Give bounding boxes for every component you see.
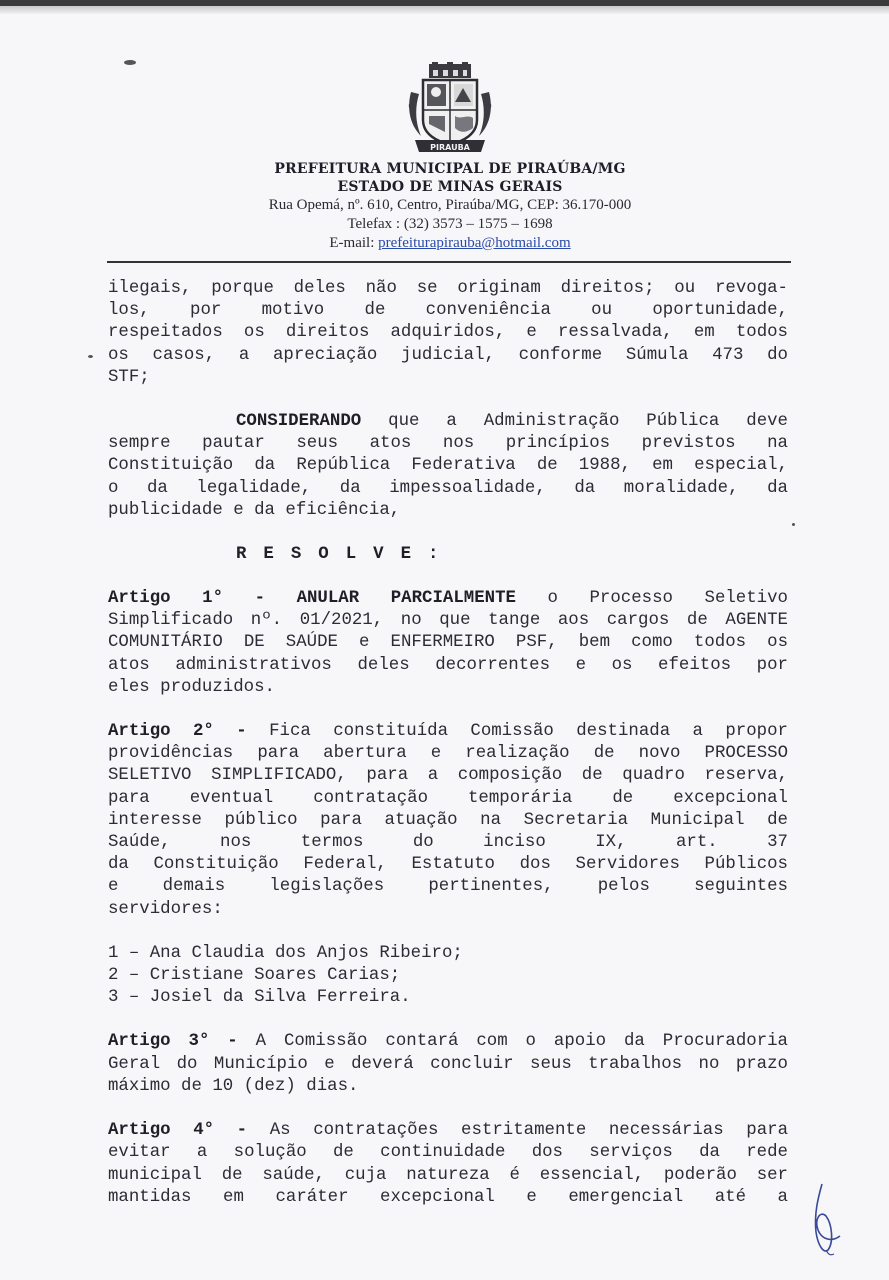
letterhead (200, 62, 700, 253)
municipal-crest-icon (405, 62, 495, 154)
article-1-action: ANULAR PARCIALMENTE (296, 589, 516, 609)
commission-members-list (108, 943, 788, 1010)
scan-top-shadow (0, 6, 889, 14)
article-3-label: Artigo 3° - (108, 1032, 238, 1052)
article-1 (108, 588, 788, 699)
article-4-text: As contratações estritamente necessárias para (269, 1121, 789, 1141)
list-item: 1 – Ana Claudia dos Anjos Ribeiro; (108, 943, 463, 963)
text-line (108, 1031, 788, 1053)
text-line: publicidade e da eficiência, (108, 500, 401, 520)
text-line: COMUNITÁRIO DE SAÚDE e ENFERMEIRO PSF, bem como todos os (108, 633, 788, 653)
list-item: 3 – Josiel da Silva Ferreira. (108, 988, 411, 1008)
text-line: servidores: (108, 899, 223, 919)
text-line: para eventual contratação temporária de excepcional (108, 788, 788, 808)
text-line: municipal de saúde, cuja natureza é essencial, poderão ser (108, 1165, 788, 1185)
state-name: ESTADO DE MINAS GERAIS (337, 179, 563, 195)
text-line: os casos, a apreciação judicial, conforme Súmula 473 do (108, 345, 788, 365)
article-3 (108, 1031, 788, 1098)
considerando-text: que a Administração Pública deve (388, 412, 788, 432)
list-item: 2 – Cristiane Soares Carias; (108, 966, 401, 986)
considerando-keyword: CONSIDERANDO (236, 412, 362, 432)
text-line: mantidas em caráter excepcional e emergencial até a (108, 1187, 788, 1207)
phone-line: Telefax : (32) 3573 – 1575 – 1698 (347, 216, 553, 232)
article-1-text: o Processo Seletivo (547, 589, 788, 609)
article-4 (108, 1120, 788, 1209)
text-line: Simplificado nº. 01/2021, no que tange aos cargos de AGENTE (108, 611, 788, 631)
text-line: interesse público para atuação na Secretaria Municipal de (108, 810, 788, 830)
text-line: Geral do Município e deverá concluir seus trabalhos no prazo (108, 1054, 788, 1074)
paragraph-sumula (108, 278, 788, 389)
article-4-label: Artigo 4° - (108, 1121, 248, 1141)
article-3-text: A Comissão contará com o apoio da Procuradoria (255, 1032, 788, 1052)
email-label: E-mail: (329, 235, 375, 251)
scan-speck (88, 355, 93, 358)
text-line (108, 411, 788, 433)
text-line: evitar a solução de continuidade dos serviços da rede (108, 1143, 788, 1163)
article-2-text: Fica constituída Comissão destinada a propor (269, 722, 788, 742)
text-line: providências para abertura e realização de novo PROCESSO (108, 744, 788, 764)
text-line: sempre pautar seus atos nos princípios previstos na (108, 434, 788, 454)
text-line: eles produzidos. (108, 677, 275, 697)
text-line: e demais legislações pertinentes, pelos seguintes (108, 877, 788, 897)
text-line: atos administrativos deles decorrentes e os efeitos por (108, 655, 788, 675)
article-1-label: Artigo 1° - (108, 589, 266, 609)
resolve-heading: RESOLVE: (236, 545, 456, 565)
paragraph-considerando (108, 411, 788, 522)
text-line (108, 721, 788, 743)
scan-speck (124, 60, 136, 65)
article-2-label: Artigo 2° - (108, 722, 247, 742)
crest-ribbon-text: PIRAUBA (430, 143, 470, 152)
text-line: STF; (108, 367, 150, 387)
text-line: o da legalidade, da impessoalidade, da moralidade, da (108, 478, 788, 498)
address-line: Rua Opemá, nº. 610, Centro, Piraúba/MG, CEP: 36.170-000 (268, 197, 632, 213)
org-name: PREFEITURA MUNICIPAL DE PIRAÚBA/MG (274, 161, 626, 177)
email-link[interactable]: prefeiturapirauba@hotmail.com (378, 235, 571, 251)
text-line: Saúde, nos termos do inciso IX, art. 37 (108, 833, 788, 853)
text-line: SELETIVO SIMPLIFICADO, para a composição de quadro reserva, (108, 766, 788, 786)
email-line (200, 234, 700, 253)
article-2 (108, 721, 788, 921)
signature-initial-icon (808, 1180, 848, 1260)
text-line: máximo de 10 (dez) dias. (108, 1076, 359, 1096)
text-line: respeitados os direitos adquiridos, e ressalvada, em todos (108, 323, 788, 343)
text-line: los, por motivo de conveniência ou oportunidade, (108, 301, 788, 321)
text-line: ilegais, porque deles não se originam direitos; ou revoga- (108, 279, 788, 298)
text-line: Constituição da República Federativa de 1988, em especial, (108, 456, 788, 476)
text-line (108, 588, 788, 610)
text-line: da Constituição Federal, Estatuto dos Servidores Públicos (108, 855, 788, 875)
scan-speck (792, 523, 795, 526)
document-body (108, 278, 788, 1209)
text-line (108, 1120, 788, 1142)
header-divider (107, 261, 791, 263)
